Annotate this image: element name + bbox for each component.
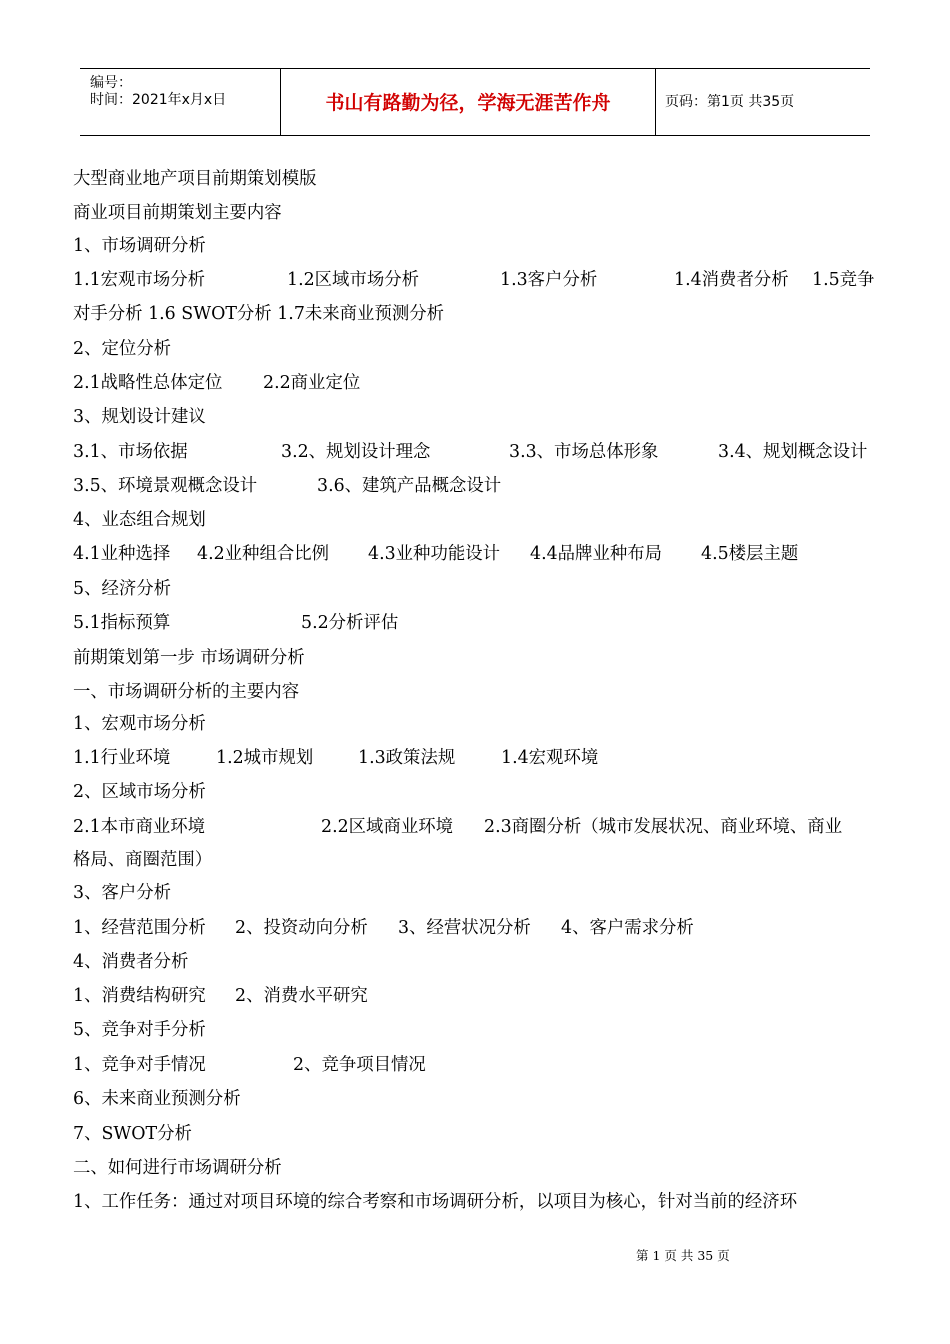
document-date-label: 时间：2021年x月x日 bbox=[90, 92, 227, 108]
list-item: 2.1本市商业环境 bbox=[73, 817, 206, 837]
list-item: 4.4品牌业种布局 bbox=[530, 544, 663, 564]
header-meta-cell bbox=[80, 69, 280, 135]
document-title: 大型商业地产项目前期策划模版 bbox=[73, 169, 317, 189]
list-item: 4.3业种功能设计 bbox=[368, 544, 501, 564]
header-motto-cell bbox=[280, 69, 656, 135]
list-item: 4.1业种选择 bbox=[73, 544, 171, 564]
list-item: 5.1指标预算 bbox=[73, 613, 171, 633]
list-item: 2、投资动向分析 bbox=[235, 918, 368, 938]
list-item: 3、经营状况分析 bbox=[398, 918, 531, 938]
section-heading: 3、规划设计建议 bbox=[73, 407, 206, 427]
paragraph-line: 对手分析 1.6 SWOT分析 1.7未来商业预测分析 bbox=[73, 304, 445, 324]
section-heading: 1、市场调研分析 bbox=[73, 236, 206, 256]
list-item: 1.2城市规划 bbox=[216, 748, 314, 768]
list-item: 2.1战略性总体定位 bbox=[73, 373, 223, 393]
section-heading: 5、经济分析 bbox=[73, 579, 172, 599]
list-item: 2.2商业定位 bbox=[263, 373, 361, 393]
list-item: 3.5、环境景观概念设计 bbox=[73, 476, 258, 496]
list-item: 4.5楼层主题 bbox=[701, 544, 799, 564]
list-item: 1.2区域市场分析 bbox=[287, 270, 420, 290]
list-item: 1.1行业环境 bbox=[73, 748, 171, 768]
list-item: 2、消费水平研究 bbox=[235, 986, 368, 1006]
section-heading: 5、竞争对手分析 bbox=[73, 1020, 206, 1040]
list-item: 1.1宏观市场分析 bbox=[73, 270, 206, 290]
list-item: 1、经营范围分析 bbox=[73, 918, 206, 938]
section-heading: 4、消费者分析 bbox=[73, 952, 189, 972]
list-item: 2、竞争项目情况 bbox=[293, 1055, 426, 1075]
header-page-cell bbox=[655, 69, 870, 135]
list-item: 4.2业种组合比例 bbox=[197, 544, 330, 564]
section-heading: 前期策划第一步 市场调研分析 bbox=[73, 648, 305, 668]
list-item: 1、消费结构研究 bbox=[73, 986, 206, 1006]
section-heading: 7、SWOT分析 bbox=[73, 1124, 192, 1144]
list-item: 1.5竞争 bbox=[812, 270, 875, 290]
document-header bbox=[80, 68, 870, 136]
section-heading: 3、客户分析 bbox=[73, 883, 172, 903]
header-motto: 书山有路勤为径，学海无涯苦作舟 bbox=[325, 92, 611, 114]
list-item: 1.4宏观环境 bbox=[501, 748, 599, 768]
document-number-label: 编号： bbox=[90, 75, 132, 91]
paragraph-line: 1、工作任务：通过对项目环境的综合考察和市场调研分析，以项目为核心，针对当前的经济环 bbox=[73, 1192, 798, 1212]
section-heading: 商业项目前期策划主要内容 bbox=[73, 203, 282, 223]
list-item: 2.2区域商业环境 bbox=[321, 817, 454, 837]
list-item: 4、客户需求分析 bbox=[561, 918, 694, 938]
section-heading: 二、如何进行市场调研分析 bbox=[73, 1158, 282, 1178]
list-item: 1.3客户分析 bbox=[500, 270, 598, 290]
section-heading: 6、未来商业预测分析 bbox=[73, 1089, 241, 1109]
list-item: 3.2、规划设计理念 bbox=[281, 442, 431, 462]
section-heading: 2、定位分析 bbox=[73, 339, 172, 359]
list-item: 3.4、规划概念设计 bbox=[718, 442, 868, 462]
list-item: 1.4消费者分析 bbox=[674, 270, 789, 290]
list-item: 2.3商圈分析（城市发展状况、商业环境、商业 bbox=[484, 817, 843, 837]
list-item: 3.6、建筑产品概念设计 bbox=[317, 476, 502, 496]
list-item: 1、竞争对手情况 bbox=[73, 1055, 206, 1075]
list-item: 3.1、市场依据 bbox=[73, 442, 188, 462]
list-item: 3.3、市场总体形象 bbox=[509, 442, 659, 462]
paragraph-line: 格局、商圈范围） bbox=[73, 850, 213, 870]
list-item: 1.3政策法规 bbox=[358, 748, 456, 768]
page-footer: 第 1 页 共 35 页 bbox=[636, 1248, 730, 1263]
section-heading: 一、市场调研分析的主要内容 bbox=[73, 682, 300, 702]
header-page-number: 页码：第1页 共35页 bbox=[665, 94, 795, 110]
section-heading: 1、宏观市场分析 bbox=[73, 714, 206, 734]
section-heading: 2、区域市场分析 bbox=[73, 782, 206, 802]
section-heading: 4、业态组合规划 bbox=[73, 510, 206, 530]
list-item: 5.2分析评估 bbox=[301, 613, 399, 633]
